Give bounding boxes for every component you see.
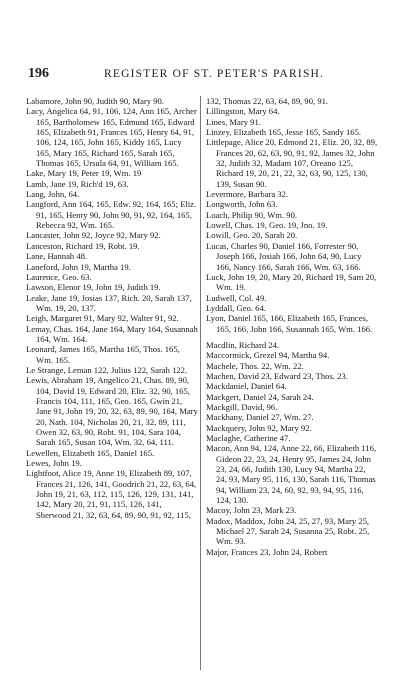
index-entry: Le Strange, Leman 122, Julius 122, Sarah 122.	[26, 364, 188, 375]
index-entry: Machele, Thos. 22, Wm. 22.	[206, 360, 304, 371]
index-entry: Luck, John 19, 20, Mary 20, Richard 19, Sam 20, Wm. 19.	[206, 271, 377, 293]
index-entry: Lamb, Jane 19, Rich'd 19, 63.	[26, 178, 129, 189]
index-entry: Lowell, Chas. 19, Geo. 19, Jno. 19.	[206, 220, 328, 231]
index-entry: Major, Frances 23, John 24, Robert	[206, 546, 328, 557]
index-entry: Ludwell, Col. 49.	[206, 292, 267, 303]
index-entry: Lightfoot, Alice 19, Anne 19, Elizabeth 89, 107, Frances 21, 126, 141, Goodrich 21, 22, 63, 64, John 19, 21, 63, 112, 115, 126, 129, 131, 141, 142, Mary 20, 21, 91, 115, 126, 141, Sherwood 21, 32, 63, 64, 89, 90, 91, 92, 115,	[26, 468, 197, 520]
index-entry: Lewis, Abraham 19, Angelico 21, Chas. 89, 90, 104, David 19, Edward 20, Eliz. 32, 90, 165, Francis 104, 111, 165, Geo. 165, Gwin 21, Jane 91, John 19, 20, 32, 63, 89, 90, 164, Mary 20, Nath. 104, Nicholas 20, 21, 32, 89, 111, Owen 32, 63, 90, Robt. 91, 104, Sara 104, Sarah 165, Susan 104, Wm. 32, 64, 111.	[26, 375, 198, 448]
index-entry: Lyon, Daniel 165, 166, Elizabeth 165, Frances, 165, 166, John 166, Susannah 165, Wm. 166.	[206, 313, 373, 334]
index-entry: Machen, David 23, Edward 23, Thos. 23.	[206, 370, 348, 381]
index-entry: Madox, Maddox, John 24, 25, 27, 93, Mary 25, Michael 27, Sarah 24, Susanna 25, Robt. 25, Wm. 93.	[206, 515, 370, 547]
index-entry: Laneford, John 19, Martha 19.	[26, 261, 131, 272]
index-entry: Lake, Mary 19, Peter 19, Wm. 19	[26, 168, 142, 179]
index-entry: Leigh, Margaret 91, Mary 92, Walter 91, 92.	[26, 313, 179, 324]
index-entry: Lanceston, Richard 19, Robt. 19.	[26, 240, 140, 251]
index-entry: Macoy, John 23, Mark 23.	[206, 505, 297, 516]
index-entry: Leake, Jane 19, Josias 137, Rich. 20, Sarah 137, Wm. 19, 20, 137.	[26, 292, 192, 313]
running-title: REGISTER OF ST. PETER'S PARISH.	[104, 68, 325, 80]
index-entry: Labamore, John 90, Judith 90, Mary 90.	[26, 96, 164, 106]
index-entry: Lillingston, Mary 64.	[206, 106, 280, 117]
index-entry: Lang, John, 64.	[26, 189, 80, 200]
page-header	[28, 66, 378, 84]
index-entry: Laurence, Geo. 63.	[26, 271, 92, 282]
index-entry: Lines, Mary 91.	[206, 116, 261, 127]
index-entry: Mackquery, John 92, Mary 92.	[206, 422, 312, 433]
index-entry: Lewes, John 19.	[26, 458, 82, 469]
column-divider	[200, 96, 201, 670]
index-entry: Lane, Hannah 48.	[26, 251, 88, 262]
index-entry: Loach, Philip 90, Wm. 90.	[206, 209, 298, 220]
index-entry: Macon, Ann 94, 124, Anne 22, 66, Elizabeth 116, Gideon 22, 23, 24, Henry 95, James 24, John 23, 24, 66, Judith 130, Lucy 94, Martha 22, 24, 93, Mary 95, 116, 130, Sarah 116, Thomas 94, William 23, 24, 60, 92, 93, 94, 95, 116, 124, 130.	[206, 443, 377, 506]
index-entry: Leonard, James 165, Martha 165, Thos. 165, Wm. 165.	[26, 344, 180, 365]
index-entry: Lyddall, Geo. 64.	[206, 302, 266, 313]
index-entry: Mackhany, Daniel 27, Wm. 27.	[206, 412, 314, 423]
index-entry: Lancaster, John 92, Joyce 92, Mary 92.	[26, 230, 161, 241]
index-entry: Mackdaniel, Daniel 64.	[206, 381, 287, 392]
index-entry: Langford, Ann 164, 165, Edw. 92, 164, 165; Eliz. 91, 165, Henry 90, John 90, 91, 92, 164, 165, Rebecca 92, Wm. 165.	[26, 199, 197, 231]
index-entry: Mackgert, Daniel 24, Sarah 24.	[206, 391, 314, 402]
index-entry: Levermore, Barbara 32.	[206, 189, 289, 200]
index-entry: Lucas, Charles 90, Daniel 166, Forrester 90, Joseph 166, Josiah 166, John 64, 90, Lucy 166, Nancy 166, Sarah 166, Wm. 63, 166.	[206, 240, 362, 272]
index-entry: Maccormick, Grezel 94, Martha 94.	[206, 350, 330, 361]
index-entry: Lowill, Geo. 20, Sarah 20.	[206, 230, 298, 241]
page-number: 196	[28, 66, 49, 81]
index-entry: Lacy, Angelica 64, 91, 106, 124, Ann 165, Archer 165, Bartholomew 165, Edmund 165, Edward 165, Elizabeth 91, Frances 165, Henry 64, 91, 106, 124, 165, John 165, Kiddy 165, Lucy 165, Mary 165, Richard 165, Sarah 165, Thomas 165, Ursula 64, 91, William 165.	[26, 106, 197, 169]
index-column-left	[26, 96, 198, 520]
index-column-right	[206, 96, 378, 557]
index-entry: Macdlin, Richard 24.	[206, 339, 280, 350]
index-entry: Lawson, Elenor 19, John 19, Judith 19.	[26, 282, 161, 293]
index-entry: Longworth, John 63.	[206, 199, 278, 210]
index-entry: 132, Thomas 22, 63, 64, 89, 90, 91.	[206, 96, 329, 106]
index-entry: Lemay, Chas. 164, Jane 164, Mary 164, Susannah 164, Wm. 164.	[26, 323, 198, 344]
index-entry: Lewellen, Elizabeth 165, Daniel 165.	[26, 447, 155, 458]
index-entry: Mackgill, David, 96.	[206, 401, 278, 412]
index-entry: Maclaghe, Catherine 47.	[206, 433, 291, 443]
index-entry: Littlepage, Alice 20, Edmond 21, Eliz. 20, 32, 89, Frances 20, 62, 63, 90, 91, 92, James 32, John 32, Judith 32, Madam 107, Oreano 125, Richard 19, 20, 21, 22, 32, 63, 90, 125, 130, 139, Susan 90.	[206, 137, 378, 189]
index-entry: Linzey, Elizabeth 165, Jesse 165, Sandy 165.	[206, 127, 362, 138]
